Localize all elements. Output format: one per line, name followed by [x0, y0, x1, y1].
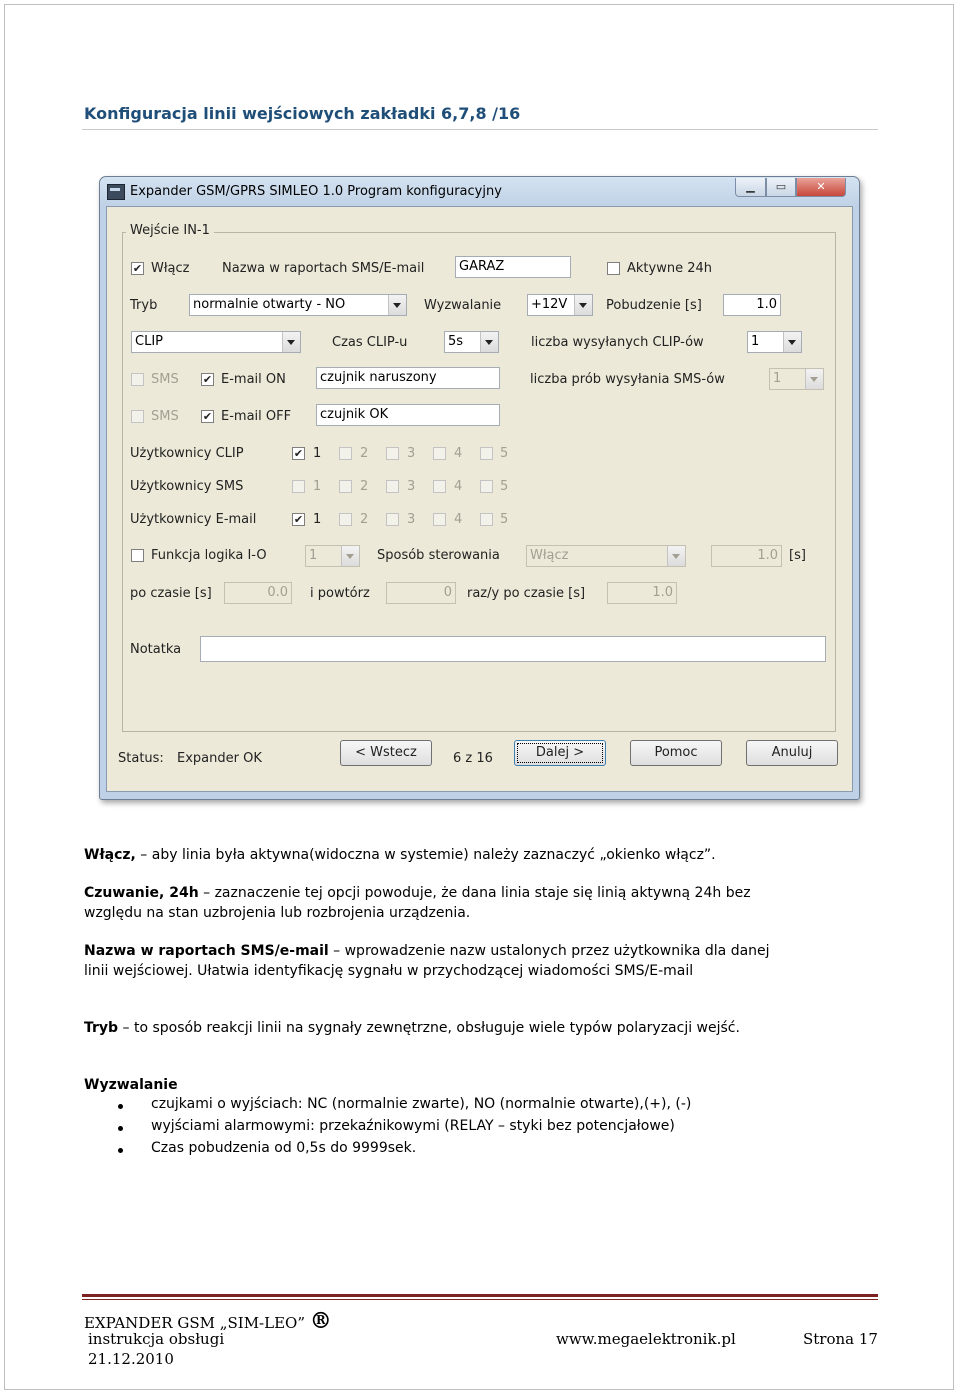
app-icon	[107, 184, 125, 200]
liczba-clip-label: liczba wysyłanych CLIP-ów	[531, 335, 704, 350]
window-title: Expander GSM/GPRS SIMLEO 1.0 Program konfiguracyjny	[130, 184, 502, 199]
users-clip-checkbox-1[interactable]: ✔	[293, 447, 304, 460]
maximize-button[interactable]: ▭	[766, 178, 796, 197]
users-email-checkbox-1[interactable]: ✔	[293, 513, 304, 526]
users-clip-num-4: 4	[454, 446, 463, 461]
notatka-label: Notatka	[130, 642, 182, 657]
users-sms-label: Użytkownicy SMS	[130, 479, 244, 494]
bullet-item: Czas pobudzenia od 0,5s do 9999sek.	[151, 1140, 417, 1156]
footer-date: 21.12.2010	[88, 1350, 174, 1368]
bullet-icon	[118, 1126, 123, 1131]
chevron-down-icon	[282, 332, 300, 352]
sms-off-checkbox[interactable]	[131, 410, 144, 423]
chevron-down-icon	[805, 369, 823, 389]
sterowanie-time-input[interactable]: 1.0	[711, 545, 782, 567]
wyzwalanie-value: +12V	[531, 297, 568, 312]
liczba-clip-value: 1	[751, 334, 760, 349]
term-wlacz: Włącz,	[84, 847, 136, 863]
nazwa-input[interactable]: GARAZ	[455, 256, 571, 278]
pobudzenie-label: Pobudzenie [s]	[606, 298, 702, 313]
email-off-text-input[interactable]: czujnik OK	[316, 404, 500, 426]
desc-wlacz: – aby linia była aktywna(widoczna w systemie) należy zaznaczyć „okienko włącz”.	[135, 847, 716, 863]
page-indicator: 6 z 16	[453, 751, 493, 766]
users-email-label: Użytkownicy E-mail	[130, 512, 257, 527]
users-clip-num-5: 5	[500, 446, 509, 461]
logika-value: 1	[309, 548, 318, 563]
users-email-checkbox-4[interactable]	[433, 513, 446, 526]
logika-select[interactable]	[305, 545, 360, 567]
users-sms-checkbox-5[interactable]	[480, 480, 493, 493]
clip-mode-select[interactable]	[131, 331, 301, 353]
sms-on-checkbox[interactable]	[131, 373, 144, 386]
users-email-num-3: 3	[407, 512, 416, 527]
powtorz-input[interactable]: 0	[386, 582, 456, 604]
tryb-label: Tryb	[130, 298, 158, 313]
notatka-input[interactable]	[200, 636, 826, 662]
email-on-text-input[interactable]: czujnik naruszony	[316, 367, 500, 389]
desc-nazwa-2: linii wejściowej.	[84, 963, 193, 979]
nazwa-label: Nazwa w raportach SMS/E-mail	[222, 261, 425, 276]
footer-manual: instrukcja obsługi	[88, 1330, 225, 1348]
paragraph-wlacz	[84, 846, 874, 865]
chevron-down-icon	[783, 332, 801, 352]
users-sms-num-5: 5	[500, 479, 509, 494]
users-sms-checkbox-1[interactable]	[292, 480, 305, 493]
users-email-checkbox-2[interactable]	[339, 513, 352, 526]
tryb-value: normalnie otwarty - NO	[193, 297, 346, 312]
users-sms-checkbox-4[interactable]	[433, 480, 446, 493]
tryb-select[interactable]	[189, 294, 407, 316]
chevron-down-icon	[667, 546, 685, 566]
wyzwalanie-label: Wyzwalanie	[424, 298, 502, 313]
paragraph-czuwanie	[84, 884, 874, 903]
users-email-num-2: 2	[360, 512, 369, 527]
chevron-down-icon	[388, 295, 406, 315]
cancel-button[interactable]: Anuluj	[746, 740, 838, 766]
users-email-checkbox-5[interactable]	[480, 513, 493, 526]
users-sms-num-3: 3	[407, 479, 416, 494]
footer-product-name: EXPANDER GSM „SIM-LEO”	[84, 1314, 306, 1332]
bullet-item: wyjściami alarmowymi: przekaźnikowymi (RELAY – styki bez potencjałowe)	[151, 1118, 675, 1134]
window-titlebar	[100, 177, 859, 207]
logika-checkbox[interactable]	[131, 549, 144, 562]
title-divider	[82, 129, 878, 130]
footer-divider-thin	[82, 1299, 878, 1300]
sterowanie-select[interactable]	[526, 545, 686, 567]
czas-clip-label: Czas CLIP-u	[332, 335, 408, 350]
wlacz-label: Włącz	[151, 261, 190, 276]
liczba-prob-select[interactable]	[769, 368, 824, 390]
raz-po-czasie-label: raz/y po czasie [s]	[467, 586, 586, 601]
users-clip-num-2: 2	[360, 446, 369, 461]
chevron-down-icon	[480, 332, 498, 352]
users-clip-num-1: 1	[313, 446, 322, 461]
users-email-num-5: 5	[500, 512, 509, 527]
term-nazwa: Nazwa w raportach SMS/e-mail	[84, 943, 329, 959]
users-sms-checkbox-2[interactable]	[339, 480, 352, 493]
status-value: Expander OK	[177, 751, 262, 766]
paragraph-wyzwalanie	[84, 1076, 874, 1095]
users-sms-num-1: 1	[313, 479, 322, 494]
desc-tryb: – to sposób reakcji linii na sygnały zewnętrzne, obsługuje wiele typów polaryzacji wejść.	[118, 1020, 740, 1036]
clip-mode-value: CLIP	[135, 334, 163, 349]
desc-nazwa: – wprowadzenie nazw ustalonych przez użytkownika dla danej	[328, 943, 770, 959]
users-clip-checkbox-2[interactable]	[339, 447, 352, 460]
aktywne-24h-label: Aktywne 24h	[627, 261, 712, 276]
minimize-button[interactable]: ▁	[735, 178, 766, 197]
email-on-checkbox[interactable]: ✔	[202, 373, 213, 386]
logika-label: Funkcja logika I-O	[151, 548, 267, 563]
sms-off-label: SMS	[151, 409, 179, 424]
po-czasie-label: po czasie [s]	[130, 586, 212, 601]
page-title: Konfiguracja linii wejściowych zakładki 6,7,8 /16	[84, 104, 521, 123]
powtorz-label: i powtórz	[310, 586, 370, 601]
users-clip-checkbox-4[interactable]	[433, 447, 446, 460]
email-off-label: E-mail OFF	[221, 409, 292, 424]
term-wyzwalanie: Wyzwalanie	[84, 1077, 178, 1093]
desc-nazwa-3: Ułatwia identyfikację sygnału w przychodzącej wiadomości SMS/E-mail	[192, 963, 694, 979]
users-sms-num-2: 2	[360, 479, 369, 494]
registered-icon: ®	[309, 1308, 332, 1334]
paragraph-nazwa	[84, 942, 874, 961]
liczba-prob-value: 1	[773, 371, 782, 386]
users-clip-checkbox-3[interactable]	[386, 447, 399, 460]
back-button[interactable]: < Wstecz	[340, 740, 432, 766]
liczba-prob-label: liczba prób wysyłania SMS-ów	[530, 372, 725, 387]
bullet-icon	[118, 1148, 123, 1153]
czas-clip-select[interactable]	[444, 331, 499, 353]
wlacz-checkbox[interactable]: ✔	[132, 262, 143, 275]
users-email-num-1: 1	[313, 512, 322, 527]
footer-divider	[82, 1294, 878, 1297]
email-off-checkbox[interactable]: ✔	[202, 410, 213, 423]
term-czuwanie: Czuwanie, 24h	[84, 885, 199, 901]
sterowanie-label: Sposób sterowania	[377, 548, 500, 563]
footer-page-number: Strona 17	[803, 1330, 878, 1348]
wyzwalanie-select[interactable]	[527, 294, 593, 316]
czas-clip-value: 5s	[448, 334, 464, 349]
users-clip-checkbox-5[interactable]	[480, 447, 493, 460]
email-on-label: E-mail ON	[221, 372, 286, 387]
paragraph-tryb	[84, 1019, 874, 1038]
next-button[interactable]: Dalej >	[514, 740, 606, 766]
chevron-down-icon	[574, 295, 592, 315]
users-sms-num-4: 4	[454, 479, 463, 494]
aktywne-24h-checkbox[interactable]	[607, 262, 620, 275]
liczba-clip-select[interactable]	[747, 331, 802, 353]
sterowanie-value: Włącz	[530, 548, 569, 563]
users-clip-num-3: 3	[407, 446, 416, 461]
groupbox-title: Wejście IN-1	[126, 223, 214, 238]
help-button[interactable]: Pomoc	[630, 740, 722, 766]
desc-czuwanie: – zaznaczenie tej opcji powoduje, że dana linia staje się linią aktywną 24h bez	[198, 885, 751, 901]
bullet-icon	[118, 1104, 123, 1109]
bullet-item: czujkami o wyjściach: NC (normalnie zwarte), NO (normalnie otwarte),(+), (-)	[151, 1096, 692, 1112]
pobudzenie-input[interactable]: 1.0	[723, 294, 781, 316]
footer-website[interactable]: www.megaelektronik.pl	[556, 1330, 736, 1348]
paragraph-nazwa-line2	[84, 962, 874, 981]
close-button[interactable]: ✕	[796, 178, 846, 197]
chevron-down-icon	[341, 546, 359, 566]
users-email-num-4: 4	[454, 512, 463, 527]
users-email-checkbox-3[interactable]	[386, 513, 399, 526]
po-czasie-input[interactable]: 0.0	[224, 582, 292, 604]
paragraph-czuwanie-line2: względu na stan uzbrojenia lub rozbrojenia urządzenia.	[84, 905, 471, 921]
status-label: Status:	[118, 751, 164, 766]
users-clip-label: Użytkownicy CLIP	[130, 446, 244, 461]
sterowanie-unit: [s]	[789, 548, 806, 563]
sms-on-label: SMS	[151, 372, 179, 387]
users-sms-checkbox-3[interactable]	[386, 480, 399, 493]
raz-po-czasie-input[interactable]: 1.0	[607, 582, 677, 604]
term-tryb: Tryb	[84, 1020, 119, 1036]
